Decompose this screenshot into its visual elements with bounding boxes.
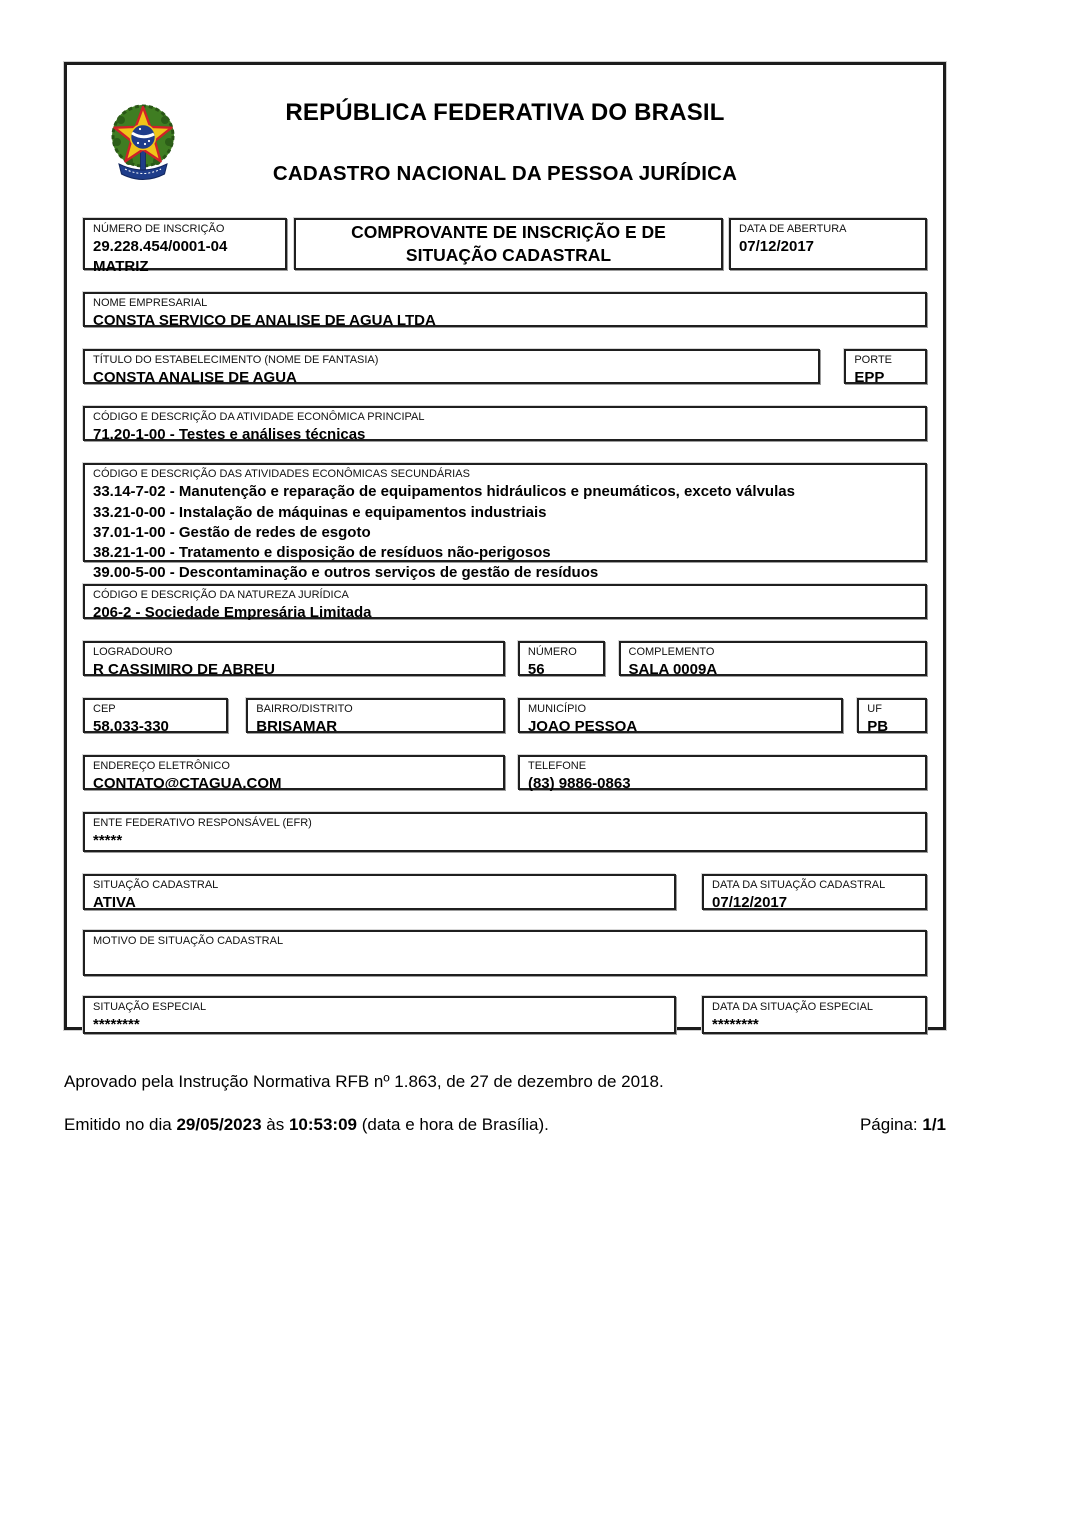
field-value: PB xyxy=(867,717,889,735)
field-value: BRISAMAR xyxy=(256,717,338,735)
emission-time: 10:53:09 xyxy=(288,1115,358,1134)
emission-note xyxy=(64,1115,549,1135)
row-contato xyxy=(83,755,927,790)
emission-suffix: (data e hora de Brasília). xyxy=(357,1115,549,1134)
field-telefone xyxy=(518,755,927,790)
field-bairro xyxy=(246,698,505,733)
row-situacao-especial xyxy=(83,996,927,1034)
field-value-matriz: MATRIZ xyxy=(93,257,149,275)
field-value: 71.20-1-00 - Testes e análises técnicas xyxy=(93,425,366,443)
row-inscription xyxy=(83,218,927,275)
row-efr xyxy=(83,812,927,852)
field-value: ******** xyxy=(712,1015,759,1033)
row-nome-empresarial xyxy=(83,292,927,327)
row-endereco-2 xyxy=(83,698,927,733)
field-value: 56 xyxy=(527,660,545,678)
secondary-activity-item: 33.21-0-00 - Instalação de máquinas e equipamentos industriais xyxy=(93,503,547,521)
emission-prefix: Emitido no dia xyxy=(64,1115,177,1134)
field-label: ENTE FEDERATIVO RESPONSÁVEL (EFR) xyxy=(93,817,312,829)
field-label: COMPLEMENTO xyxy=(628,646,715,658)
field-porte xyxy=(844,349,927,384)
field-label: CEP xyxy=(93,703,116,715)
field-value: CONSTA SERVICO DE ANALISE DE AGUA LTDA xyxy=(93,311,436,329)
field-label: NOME EMPRESARIAL xyxy=(93,297,208,309)
row-titulo-porte xyxy=(83,349,927,384)
field-value: 29.228.454/0001-04 xyxy=(93,237,228,255)
field-label: NÚMERO xyxy=(527,646,577,658)
emission-middle: às xyxy=(261,1115,289,1134)
page-label: Página: xyxy=(859,1115,923,1134)
field-titulo-estabelecimento xyxy=(83,349,820,384)
field-natureza-juridica xyxy=(83,584,927,619)
row-atividade-principal xyxy=(83,406,927,441)
field-uf xyxy=(857,698,927,733)
field-complemento xyxy=(619,641,927,676)
row-natureza-juridica xyxy=(83,584,927,619)
field-value: ******** xyxy=(93,1015,140,1033)
field-situacao-especial xyxy=(83,996,676,1034)
field-label: CÓDIGO E DESCRIÇÃO DAS ATIVIDADES ECONÔMICAS SECUNDÁRIAS xyxy=(93,468,470,480)
secondary-activity-item: 33.14-7-02 - Manutenção e reparação de equipamentos hidráulicos e pneumáticos, exceto válvulas xyxy=(93,483,795,501)
field-value: 58.033-330 xyxy=(93,717,169,735)
footer xyxy=(64,1072,946,1135)
field-efr xyxy=(83,812,927,852)
field-value: JOAO PESSOA xyxy=(527,717,638,735)
field-motivo-situacao xyxy=(83,930,927,976)
field-label: DATA DA SITUAÇÃO CADASTRAL xyxy=(712,879,886,891)
field-value: EPP xyxy=(854,368,885,386)
field-value: CONTATO@CTAGUA.COM xyxy=(93,774,282,792)
republic-title: REPÚBLICA FEDERATIVA DO BRASIL xyxy=(285,99,725,126)
field-value: R CASSIMIRO DE ABREU xyxy=(93,660,275,678)
emission-date: 29/05/2023 xyxy=(176,1115,262,1134)
field-endereco-eletronico xyxy=(83,755,505,790)
row-situacao-cadastral xyxy=(83,874,927,910)
field-label: SITUAÇÃO ESPECIAL xyxy=(93,1001,207,1013)
field-value: ATIVA xyxy=(93,893,136,911)
field-label: ENDEREÇO ELETRÔNICO xyxy=(93,760,230,772)
secondary-activity-item: 37.01-1-00 - Gestão de redes de esgoto xyxy=(93,523,371,541)
field-value: (83) 9886-0863 xyxy=(527,774,631,792)
field-logradouro xyxy=(83,641,505,676)
field-label: TELEFONE xyxy=(527,760,587,772)
field-data-situacao-especial xyxy=(702,996,927,1034)
field-label: CÓDIGO E DESCRIÇÃO DA NATUREZA JURÍDICA xyxy=(93,589,349,601)
row-atividades-secundarias xyxy=(83,463,927,582)
field-label: DATA DA SITUAÇÃO ESPECIAL xyxy=(712,1001,874,1013)
field-label: SITUAÇÃO CADASTRAL xyxy=(93,879,219,891)
field-label: LOGRADOURO xyxy=(93,646,173,658)
emission-line xyxy=(64,1115,946,1135)
brazil-coat-of-arms-icon xyxy=(109,98,177,190)
field-atividade-principal xyxy=(83,406,927,441)
field-value: 206-2 - Sociedade Empresária Limitada xyxy=(93,603,372,621)
field-label: CÓDIGO E DESCRIÇÃO DA ATIVIDADE ECONÔMICA PRINCIPAL xyxy=(93,411,425,423)
certificate-title: COMPROVANTE DE INSCRIÇÃO E DE SITUAÇÃO CADASTRAL xyxy=(351,222,666,265)
field-label: MUNICÍPIO xyxy=(527,703,587,715)
cnpj-registry-title: CADASTRO NACIONAL DA PESSOA JURÍDICA xyxy=(272,162,738,185)
field-numero xyxy=(518,641,605,676)
field-value: 07/12/2017 xyxy=(738,237,815,255)
field-label: NÚMERO DE INSCRIÇÃO xyxy=(93,223,225,235)
field-label: MOTIVO DE SITUAÇÃO CADASTRAL xyxy=(93,935,284,947)
row-endereco-1 xyxy=(83,641,927,676)
field-label: PORTE xyxy=(854,354,893,366)
field-value: ***** xyxy=(93,831,123,849)
field-data-abertura xyxy=(729,218,927,270)
field-situacao-cadastral xyxy=(83,874,676,910)
field-value: 07/12/2017 xyxy=(712,893,788,911)
row-motivo-situacao xyxy=(83,930,927,976)
header xyxy=(83,65,927,218)
field-municipio xyxy=(518,698,843,733)
field-label: UF xyxy=(867,703,882,715)
field-label: TÍTULO DO ESTABELECIMENTO (NOME DE FANTASIA) xyxy=(93,354,379,366)
field-cep xyxy=(83,698,228,733)
secondary-activity-item: 38.21-1-00 - Tratamento e disposição de resíduos não-perigosos xyxy=(93,544,551,561)
field-numero-inscricao xyxy=(83,218,287,275)
certificate-frame xyxy=(64,62,946,1033)
approval-note: Aprovado pela Instrução Normativa RFB nº 1.863, de 27 de dezembro de 2018. xyxy=(64,1072,664,1091)
field-data-situacao-cadastral xyxy=(702,874,927,910)
field-label: BAIRRO/DISTRITO xyxy=(256,703,353,715)
field-nome-empresarial xyxy=(83,292,927,327)
secondary-activity-item: 39.00-5-00 - Descontaminação e outros serviços de gestão de resíduos xyxy=(93,564,599,582)
page-number: 1/1 xyxy=(922,1115,946,1134)
page-indicator xyxy=(860,1115,946,1135)
field-value: SALA 0009A xyxy=(628,660,718,678)
field-label: DATA DE ABERTURA xyxy=(738,223,847,235)
field-atividades-secundarias xyxy=(83,463,927,582)
field-value: CONSTA ANALISE DE AGUA xyxy=(93,368,297,386)
certificate-title-box xyxy=(294,218,723,270)
